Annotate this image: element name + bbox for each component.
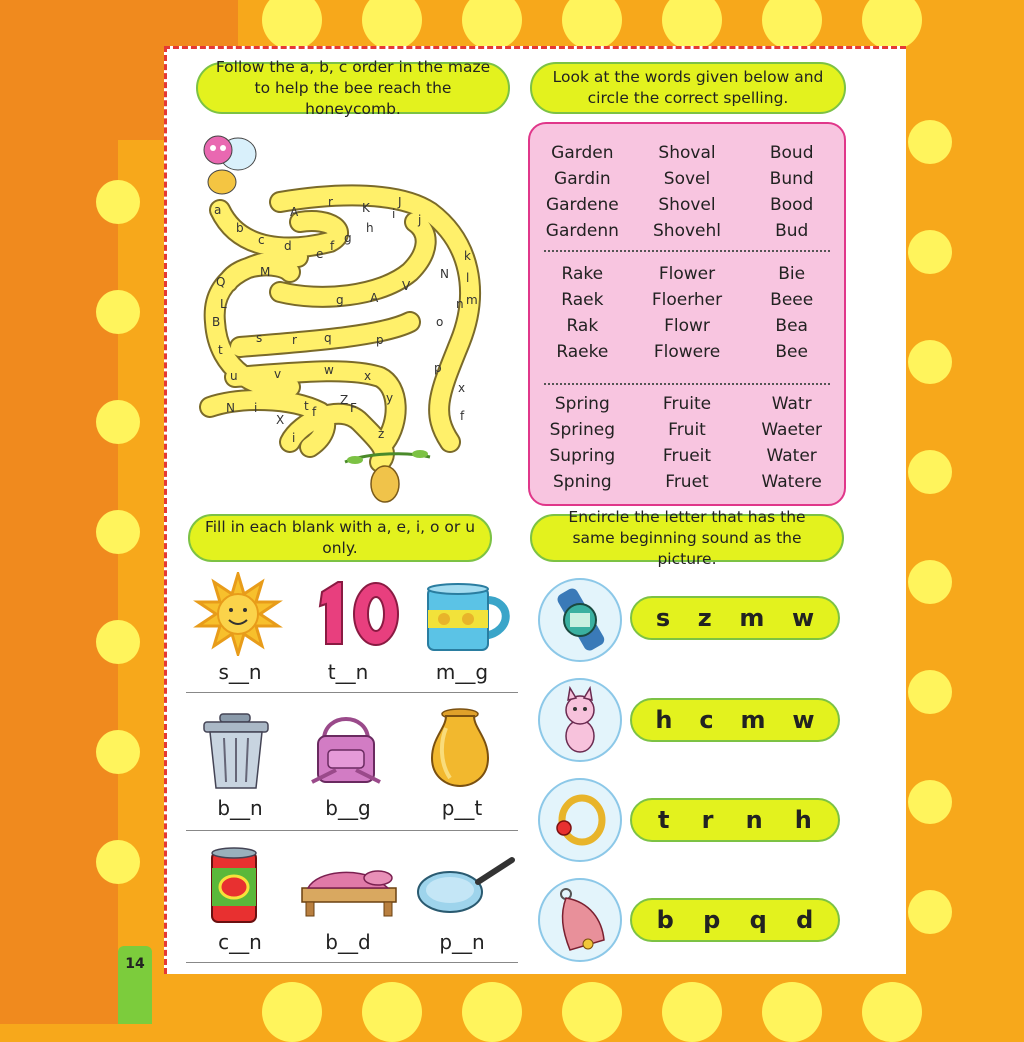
- maze-letter: B: [212, 315, 221, 329]
- spelling-word[interactable]: Gardin: [554, 169, 611, 189]
- fill-word[interactable]: p__t: [441, 796, 483, 820]
- spelling-word[interactable]: Rak: [566, 316, 599, 336]
- decor-dot: [662, 982, 722, 1042]
- letter-option[interactable]: q: [749, 906, 767, 934]
- spelling-word[interactable]: Watere: [761, 472, 822, 492]
- decor-dot: [362, 0, 422, 50]
- bee-icon: [204, 136, 256, 194]
- maze-letter: i: [254, 401, 258, 415]
- spelling-word[interactable]: Waeter: [761, 420, 823, 440]
- maze-instruction-text: Follow the a, b, c order in the maze to help the bee reach the honeycomb.: [215, 57, 491, 118]
- spelling-box: [528, 122, 846, 506]
- spelling-word[interactable]: Fruite: [662, 394, 712, 414]
- maze-letter: A: [290, 205, 299, 219]
- maze-letter: s: [256, 331, 263, 345]
- bell-icon: [540, 880, 620, 960]
- spelling-word[interactable]: Raeke: [556, 342, 609, 362]
- cat-picture: [538, 678, 622, 762]
- maze-letter: f: [460, 409, 465, 423]
- decor-dot: [862, 0, 922, 50]
- spelling-word[interactable]: Shoval: [658, 143, 716, 163]
- letter-option[interactable]: b: [656, 906, 674, 934]
- bin-icon: [200, 712, 272, 790]
- fill-word[interactable]: p__n: [439, 930, 485, 954]
- spelling-word[interactable]: Flowr: [664, 316, 710, 336]
- decor-dot: [908, 450, 952, 494]
- watch-icon: [540, 580, 620, 660]
- fill-word[interactable]: b__g: [325, 796, 371, 820]
- spelling-group: [530, 140, 844, 244]
- letter-option[interactable]: p: [703, 906, 721, 934]
- spelling-word[interactable]: Sprineg: [549, 420, 615, 440]
- letter-option[interactable]: n: [745, 806, 763, 834]
- spelling-word[interactable]: Beee: [770, 290, 814, 310]
- spelling-word[interactable]: Bee: [775, 342, 808, 362]
- spelling-word[interactable]: Shovehl: [653, 221, 721, 241]
- letter-option[interactable]: m: [739, 604, 765, 632]
- watch-picture: [538, 578, 622, 662]
- spelling-instruction: [530, 62, 846, 114]
- row-divider: [186, 962, 518, 963]
- decor-dot: [562, 0, 622, 50]
- maze-letter: N: [440, 267, 449, 281]
- decor-dot: [908, 560, 952, 604]
- maze-letter: q: [324, 331, 332, 345]
- spelling-word[interactable]: Gardenn: [545, 221, 619, 241]
- spelling-word[interactable]: Bood: [770, 195, 814, 215]
- spelling-word[interactable]: Bie: [778, 264, 806, 284]
- decor-dot: [908, 670, 952, 714]
- decor-dot: [96, 840, 140, 884]
- maze-letter: A: [370, 291, 379, 305]
- spelling-word[interactable]: Watr: [771, 394, 812, 414]
- decor-dot: [96, 620, 140, 664]
- decor-dot: [562, 982, 622, 1042]
- maze-letter: t: [304, 399, 309, 413]
- decor-dot: [762, 0, 822, 50]
- fill-word[interactable]: s__n: [218, 660, 262, 684]
- spelling-instruction-text: Look at the words given below and circle the correct spelling.: [552, 68, 824, 107]
- spelling-word[interactable]: Sovel: [663, 169, 711, 189]
- fill-word[interactable]: m__g: [435, 660, 489, 684]
- letter-option[interactable]: r: [701, 806, 714, 834]
- maze-letter: y: [386, 391, 394, 405]
- fill-word[interactable]: c__n: [218, 930, 262, 954]
- letter-choices: [630, 596, 840, 640]
- fill-word[interactable]: b__n: [217, 796, 263, 820]
- fill-word[interactable]: t__n: [327, 660, 369, 684]
- maze-letter: Z: [340, 393, 349, 407]
- letter-option[interactable]: w: [791, 604, 815, 632]
- decor-dot: [96, 730, 140, 774]
- spelling-word[interactable]: Spring: [554, 394, 610, 414]
- maze-letter: i: [392, 207, 396, 221]
- spelling-group: [530, 391, 844, 495]
- maze-letter: b: [236, 221, 244, 235]
- row-divider: [186, 830, 518, 831]
- letter-option[interactable]: t: [658, 806, 670, 834]
- spelling-word[interactable]: Rake: [561, 264, 604, 284]
- maze-letter: L: [220, 297, 227, 311]
- letter-choices: [630, 798, 840, 842]
- maze-letter: K: [362, 201, 370, 215]
- maze-letter: N: [226, 401, 235, 415]
- maze-letter: M: [260, 265, 271, 279]
- spelling-divider: [544, 383, 830, 385]
- pan-icon: [416, 854, 518, 918]
- letter-option[interactable]: m: [740, 706, 766, 734]
- fill-instruction: [188, 514, 492, 562]
- decor-dot: [96, 510, 140, 554]
- maze-letter: t: [218, 343, 223, 357]
- maze-letter: l: [466, 271, 470, 285]
- decor-dot: [908, 230, 952, 274]
- spelling-word[interactable]: Gardene: [545, 195, 619, 215]
- spelling-word[interactable]: Water: [766, 446, 817, 466]
- spelling-word[interactable]: Flowere: [653, 342, 721, 362]
- spelling-word[interactable]: Fruit: [668, 420, 706, 440]
- maze-letter: Q: [216, 275, 226, 289]
- decor-dot: [908, 120, 952, 164]
- decor-dot: [96, 400, 140, 444]
- decor-dot: [96, 180, 140, 224]
- row-divider: [186, 692, 518, 693]
- spelling-word[interactable]: Bund: [769, 169, 814, 189]
- maze-letter: J: [398, 195, 402, 209]
- letter-option[interactable]: h: [655, 706, 673, 734]
- spelling-word[interactable]: Boud: [769, 143, 814, 163]
- maze-letter: w: [324, 363, 334, 377]
- maze-letter: r: [328, 195, 333, 209]
- decor-dot: [462, 982, 522, 1042]
- sun-icon: [192, 572, 284, 656]
- letter-option[interactable]: d: [796, 906, 814, 934]
- maze-letter: j: [418, 213, 422, 227]
- page-number-tab: [118, 946, 152, 1024]
- mug-icon: [422, 580, 516, 656]
- spelling-word[interactable]: Fruet: [665, 472, 709, 492]
- maze-letter: r: [292, 333, 297, 347]
- decor-dot: [762, 982, 822, 1042]
- maze-instruction: [196, 57, 510, 118]
- fill-instruction-text: Fill in each blank with a, e, i, o or u only.: [204, 518, 476, 557]
- decor-dot: [96, 290, 140, 334]
- letter-choices: [630, 898, 840, 942]
- spelling-word[interactable]: Bud: [775, 221, 809, 241]
- spelling-word[interactable]: Raek: [561, 290, 604, 310]
- spelling-word[interactable]: Flower: [658, 264, 716, 284]
- maze-letter: p: [376, 333, 384, 347]
- spelling-word[interactable]: Supring: [549, 446, 616, 466]
- decor-dot: [362, 982, 422, 1042]
- decor-dot: [262, 982, 322, 1042]
- maze-letter: z: [378, 427, 385, 441]
- letter-option[interactable]: z: [697, 604, 712, 632]
- maze: [180, 122, 500, 512]
- letter-option[interactable]: c: [699, 706, 714, 734]
- spelling-word[interactable]: Shovel: [658, 195, 716, 215]
- decor-dot: [862, 982, 922, 1042]
- ring-icon: [540, 780, 620, 860]
- letter-option[interactable]: w: [792, 706, 815, 734]
- maze-letter: n: [456, 297, 464, 311]
- decor-dot: [262, 0, 322, 50]
- maze-letter: d: [284, 239, 292, 253]
- spelling-word[interactable]: Garden: [551, 143, 614, 163]
- spelling-word[interactable]: Floerher: [651, 290, 723, 310]
- number-ten-icon: [312, 578, 404, 650]
- spelling-word[interactable]: Bea: [775, 316, 808, 336]
- spelling-word[interactable]: Frueit: [662, 446, 712, 466]
- maze-letter: x: [458, 381, 466, 395]
- ring-picture: [538, 778, 622, 862]
- letter-option[interactable]: s: [655, 604, 671, 632]
- bell-picture: [538, 878, 622, 962]
- maze-letter: V: [402, 279, 411, 293]
- spelling-word[interactable]: Spning: [553, 472, 612, 492]
- maze-letter: h: [366, 221, 374, 235]
- decor-dot: [908, 890, 952, 934]
- spelling-group: [530, 261, 844, 365]
- page-number: 14: [125, 956, 145, 972]
- maze-letter: o: [436, 315, 444, 329]
- decor-dot: [462, 0, 522, 50]
- pot-icon: [428, 708, 492, 790]
- maze-letter: i: [292, 431, 296, 445]
- bed-icon: [298, 858, 400, 922]
- maze-letter: p: [434, 361, 442, 375]
- maze-letter: a: [214, 203, 222, 217]
- maze-letter: c: [258, 233, 265, 247]
- letter-option[interactable]: h: [794, 806, 812, 834]
- maze-letter: e: [316, 247, 324, 261]
- maze-letter: f: [330, 239, 335, 253]
- maze-letter: g: [336, 293, 344, 307]
- maze-letter: X: [276, 413, 285, 427]
- maze-letter: f: [312, 405, 317, 419]
- maze-letter: F: [350, 401, 357, 415]
- maze-letter: v: [274, 367, 282, 381]
- letter-choices: [630, 698, 840, 742]
- spelling-divider: [544, 250, 830, 252]
- maze-letter: k: [464, 249, 471, 263]
- fill-word[interactable]: b__d: [325, 930, 371, 954]
- maze-letter: g: [344, 231, 352, 245]
- decor-dot: [662, 0, 722, 50]
- cat-icon: [540, 680, 620, 760]
- bag-icon: [306, 710, 386, 792]
- sound-instruction-text: Encircle the letter that has the same beginning sound as the picture.: [568, 507, 806, 568]
- decor-dot: [908, 340, 952, 384]
- can-icon: [206, 846, 262, 926]
- sound-instruction: [530, 507, 844, 568]
- maze-letter: m: [466, 293, 478, 307]
- maze-letter: u: [230, 369, 238, 383]
- decor-dot: [908, 780, 952, 824]
- maze-letter: x: [364, 369, 372, 383]
